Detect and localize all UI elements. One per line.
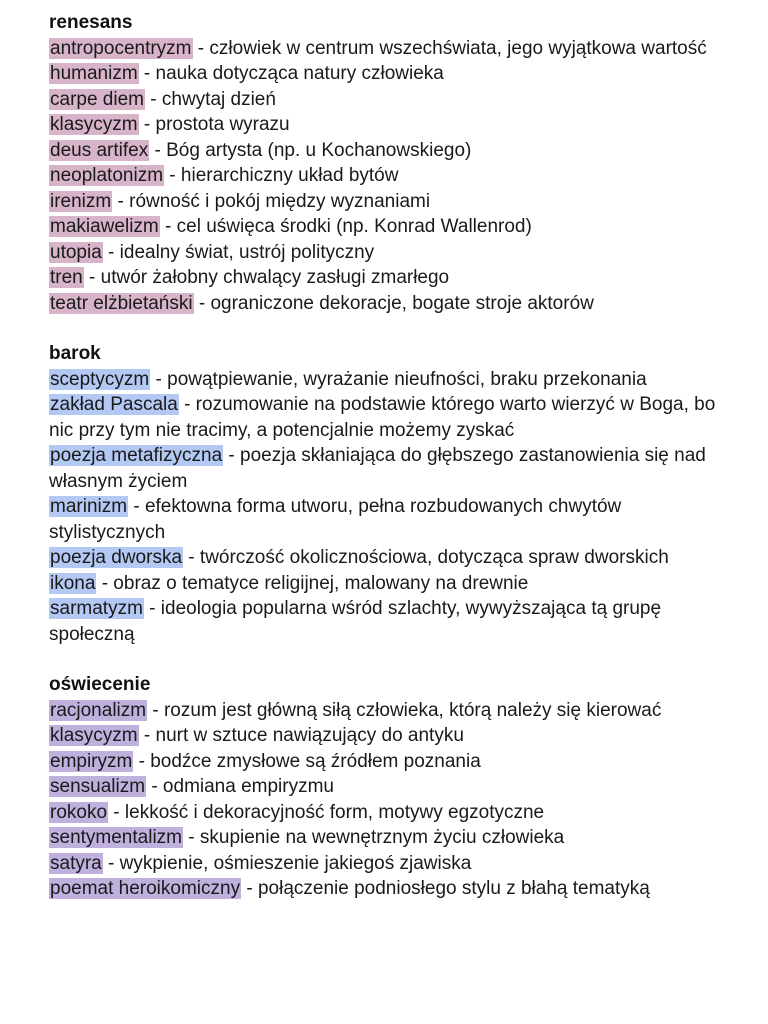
definition: - hierarchiczny układ bytów <box>164 165 399 186</box>
definition: - prostota wyrazu <box>138 114 290 135</box>
entry <box>49 876 744 902</box>
entry <box>49 61 744 87</box>
term: irenizm <box>50 190 112 212</box>
entry <box>49 698 744 724</box>
definition: - poezja skłaniająca do głębszego zastanowienia się nad własnym życiem <box>49 445 706 492</box>
term: klasycyzm <box>50 114 138 135</box>
entry <box>49 189 744 215</box>
entry <box>49 494 744 545</box>
term: poemat heroikomiczny <box>50 878 241 899</box>
entry <box>49 723 744 749</box>
definition: - chwytaj dzień <box>145 88 276 110</box>
entry <box>49 443 744 494</box>
definition: - człowiek w centrum wszechświata, jego wyjątkowa wartość <box>192 37 707 59</box>
term: marinizm <box>50 496 128 517</box>
term: ikona <box>50 572 96 594</box>
term: neoplatonizm <box>50 165 164 186</box>
entry <box>49 851 744 877</box>
entry <box>49 138 744 164</box>
entry <box>49 291 744 317</box>
definition: - utwór żałobny chwalący zasługi zmarłego <box>83 267 450 288</box>
definition: - odmiana empiryzmu <box>146 776 334 797</box>
term: zakład Pascala <box>50 394 178 415</box>
definition: - równość i pokój między wyznaniami <box>112 190 431 212</box>
term: deus artifex <box>50 139 149 161</box>
definition: - powątpiewanie, wyrażanie nieufności, braku przekonania <box>150 368 647 390</box>
term: klasycyzm <box>50 725 138 746</box>
section-oswiecenie <box>49 672 744 902</box>
term: humanizm <box>50 63 138 84</box>
entry <box>49 825 744 851</box>
definition: - połączenie podniosłego stylu z błahą tematyką <box>241 878 650 899</box>
entry <box>49 392 744 443</box>
term: rokoko <box>50 801 108 823</box>
definition: - nurt w sztuce nawiązujący do antyku <box>138 725 464 746</box>
term: sensualizm <box>50 776 146 797</box>
definition: - rozumowanie na podstawie którego warto wierzyć w Boga, bo nic przy tym nie tracimy, a potencjalnie możemy zyskać <box>49 394 716 441</box>
entry <box>49 214 744 240</box>
entry <box>49 571 744 597</box>
term: sceptycyzm <box>50 368 150 390</box>
definition: - Bóg artysta (np. u Kochanowskiego) <box>149 139 472 161</box>
definition: - rozum jest główną siłą człowieka, którą należy się kierować <box>147 699 662 721</box>
entry <box>49 774 744 800</box>
term: racjonalizm <box>50 699 147 721</box>
entry <box>49 112 744 138</box>
term: satyra <box>50 852 102 874</box>
definition: - cel uświęca środki (np. Konrad Wallenrod) <box>159 216 532 237</box>
definition: - twórczość okolicznościowa, dotycząca spraw dworskich <box>183 547 669 568</box>
definition: - skupienie na wewnętrznym życiu człowieka <box>183 827 565 848</box>
section-heading: renesans <box>49 12 133 33</box>
entry <box>49 87 744 113</box>
entry <box>49 240 744 266</box>
entry <box>49 367 744 393</box>
term: sarmatyzm <box>50 598 143 619</box>
entry <box>49 265 744 291</box>
section-barok <box>49 341 744 647</box>
term: teatr elżbietański <box>50 292 193 314</box>
term: sentymentalizm <box>50 827 182 848</box>
definition: - ograniczone dekoracje, bogate stroje aktorów <box>193 292 594 314</box>
section-renesans <box>49 10 744 316</box>
entry <box>49 545 744 571</box>
entry <box>49 163 744 189</box>
term: carpe diem <box>50 88 144 110</box>
entry <box>49 596 744 647</box>
term: makiawelizm <box>50 216 159 237</box>
definition: - efektowna forma utworu, pełna rozbudowanych chwytów stylistycznych <box>49 496 622 543</box>
definition: - ideologia popularna wśród szlachty, wywyższająca tą grupę społeczną <box>49 598 662 645</box>
definition: - nauka dotycząca natury człowieka <box>138 63 444 84</box>
term: empiryzm <box>50 750 133 772</box>
section-heading: oświecenie <box>49 674 151 695</box>
term: poezja metafizyczna <box>50 445 223 466</box>
term: poezja dworska <box>50 547 183 568</box>
definition: - bodźce zmysłowe są źródłem poznania <box>133 750 481 772</box>
definition: - wykpienie, ośmieszenie jakiegoś zjawiska <box>102 852 472 874</box>
entry <box>49 36 744 62</box>
entry <box>49 800 744 826</box>
definition: - obraz o tematyce religijnej, malowany na drewnie <box>96 572 529 594</box>
entry <box>49 749 744 775</box>
term: utopia <box>50 241 102 263</box>
definition: - lekkość i dekoracyjność form, motywy egzotyczne <box>108 801 545 823</box>
section-heading: barok <box>49 343 101 364</box>
term: antropocentryzm <box>50 37 192 59</box>
term: tren <box>50 267 83 288</box>
definition: - idealny świat, ustrój polityczny <box>102 241 375 263</box>
